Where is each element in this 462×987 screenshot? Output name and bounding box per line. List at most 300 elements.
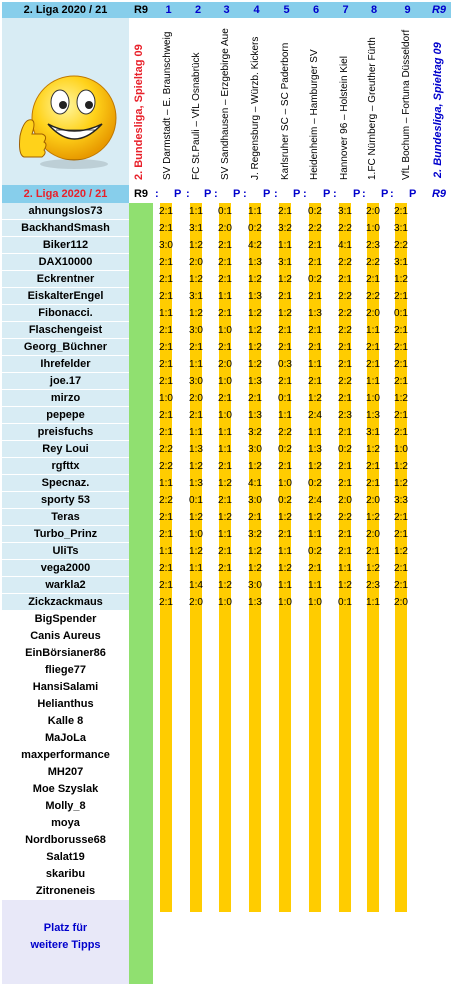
tip-value: 2:1 [366,342,380,353]
tip-value: 2:2 [366,291,380,302]
tip-value: 1:3 [248,291,262,302]
match-number-6: 6 [301,2,331,18]
tip-value: 1:0 [218,410,232,421]
tip-value: 1:0 [159,393,173,404]
tipster-name-no-tip: Zitroneneis [2,883,129,900]
tipster-name: Georg_Büchner [2,339,129,356]
match-number-2: 2 [184,2,212,18]
tip-value: 1:0 [308,597,322,608]
tipster-name: warkla2 [2,577,129,594]
tipster-name: BackhandSmash [2,220,129,237]
tip-value: 2:2 [338,308,352,319]
tip-value: 3:1 [394,223,408,234]
tip-value: 1:2 [189,274,203,285]
tip-value: 1:4 [189,580,203,591]
tip-value: 2:1 [366,274,380,285]
tip-value: 1:2 [189,512,203,523]
tip-value: 3:1 [189,291,203,302]
tipster-name: Fibonacci. [2,305,129,322]
tip-value: 2:2 [338,223,352,234]
tipster-list [2,203,129,900]
tip-value: 3:0 [248,495,262,506]
tip-value: 1:2 [394,274,408,285]
league-title: 2. Liga 2020 / 21 [2,2,129,18]
tip-value: 2:1 [159,291,173,302]
tip-value: 1:1 [308,427,322,438]
tip-value: 1:0 [366,393,380,404]
placeholder-line-1: Platz für [43,922,88,934]
match-number-1: 1 [153,2,184,18]
tipster-name-no-tip: maxperformance [2,747,129,764]
tip-value: 1:1 [366,597,380,608]
tip-value: 1:0 [278,478,292,489]
tip-value: 0:2 [278,444,292,455]
tip-value: 2:1 [159,376,173,387]
tip-value: 2:1 [394,512,408,523]
tip-value: 2:1 [159,580,173,591]
tip-value: 2:3 [338,410,352,421]
tipster-name-no-tip: BigSpender [2,611,129,628]
tip-value: 0:3 [278,359,292,370]
tip-value: 2:0 [218,359,232,370]
tip-value: 2:1 [338,359,352,370]
tip-value: 1:2 [394,546,408,557]
tip-value: 2:1 [366,478,380,489]
tip-value: 1:1 [189,359,203,370]
match-number-9: 9 [388,2,427,18]
tipster-name: vega2000 [2,560,129,577]
tip-value: 2:1 [159,274,173,285]
vertical-matchday-label-right: 2. Bundesliga, Spieltag 09 [432,42,444,178]
tip-value: 1:2 [248,274,262,285]
match-pairing-4: J. Regensburg – Würzb. Kickers [250,36,261,180]
tip-value: 2:1 [159,342,173,353]
tip-value: 2:1 [218,461,232,472]
tip-value: 1:2 [189,308,203,319]
tip-value: 2:1 [366,461,380,472]
match-number-3: 3 [212,2,241,18]
tip-value: 2:1 [308,342,322,353]
tip-value: 2:1 [278,291,292,302]
tip-value: 1:1 [189,563,203,574]
tip-value: 2:1 [338,461,352,472]
tip-value: 2:1 [338,342,352,353]
tip-value: 1:2 [308,461,322,472]
tip-value: 1:2 [308,393,322,404]
tip-value: 3:0 [159,240,173,251]
tip-value: 3:0 [248,444,262,455]
tip-value: 0:1 [278,393,292,404]
tip-value: 1:2 [218,478,232,489]
points-header-9: : P [388,185,427,203]
tip-value: 1:1 [278,240,292,251]
tipster-name: preisfuchs [2,424,129,441]
tip-value: 1:1 [218,529,232,540]
tip-value: 2:1 [218,257,232,268]
tip-value: 2:1 [308,325,322,336]
tip-value: 3:1 [338,206,352,217]
match-number-4: 4 [241,2,272,18]
tip-value: 1:1 [189,427,203,438]
round-label-top: R9 [129,2,153,18]
tip-value: 3:1 [278,257,292,268]
tipster-name-no-tip: Kalle 8 [2,713,129,730]
tip-value: 1:1 [338,563,352,574]
tip-value: 4:1 [338,240,352,251]
tip-value: 2:1 [366,546,380,557]
tip-value: 2:1 [159,359,173,370]
match-number-8: 8 [360,2,388,18]
tip-value: 1:3 [248,376,262,387]
tip-value: 1:2 [338,580,352,591]
tipster-name: ahnungslos73 [2,203,129,220]
tip-value: 1:2 [394,478,408,489]
tip-value: 1:1 [278,546,292,557]
tip-value: 1:1 [159,308,173,319]
tip-value: 2:0 [366,308,380,319]
tip-value: 2:1 [278,376,292,387]
points-header-8: : P [360,185,388,203]
tipster-name-no-tip: skaribu [2,866,129,883]
tip-value: 2:1 [394,376,408,387]
tip-value: 2:1 [218,274,232,285]
tip-value: 1:0 [189,529,203,540]
tip-value: 2:1 [159,597,173,608]
tip-value: 1:1 [159,478,173,489]
tip-value: 1:2 [278,308,292,319]
tippspiel-sheet [2,2,451,984]
tip-value: 3:2 [248,427,262,438]
tip-value: 1:0 [218,325,232,336]
tip-value: 1:0 [218,597,232,608]
tip-value: 2:1 [159,512,173,523]
tipster-name-no-tip: Canis Aureus [2,628,129,645]
tip-value: 2:1 [394,529,408,540]
tip-value: 1:3 [189,478,203,489]
tip-value: 2:1 [394,359,408,370]
tipster-name-no-tip: HansiSalami [2,679,129,696]
tip-value: 2:1 [394,325,408,336]
tip-value: 2:1 [248,393,262,404]
tip-value: 2:1 [394,410,408,421]
tipster-name: Turbo_Prinz [2,526,129,543]
tip-value: 3:0 [189,376,203,387]
tip-value: 2:2 [159,461,173,472]
tip-value: 2:1 [338,427,352,438]
tip-value: 2:1 [159,563,173,574]
tip-value: 1:2 [248,308,262,319]
tip-value: 1:1 [308,580,322,591]
tip-value: 2:0 [366,529,380,540]
tipster-name: Specnaz. [2,475,129,492]
vertical-matchday-label: 2. Bundesliga, Spieltag 09 [133,44,145,180]
tip-value: 1:2 [189,546,203,557]
tip-value: 2:0 [394,597,408,608]
tip-value: 1:0 [394,444,408,455]
match-pairing-3: SV Sandhausen – Erzgebirge Aue [220,28,231,180]
tip-value: 2:0 [218,223,232,234]
tip-value: 3:0 [248,580,262,591]
tip-value: 2:1 [394,427,408,438]
tip-value: 2:0 [366,495,380,506]
tip-value: 2:1 [218,563,232,574]
tip-value: 1:2 [248,461,262,472]
match-pairing-7: Hannover 96 – Holstein Kiel [339,56,350,180]
tip-value: 2:0 [338,495,352,506]
tipster-name: Rey Loui [2,441,129,458]
tip-value: 1:3 [308,444,322,455]
tip-value: 0:1 [218,206,232,217]
tip-value: 2:1 [338,546,352,557]
tip-value: 1:1 [159,546,173,557]
tip-value: 2:1 [248,512,262,523]
tipster-name-no-tip: MH207 [2,764,129,781]
tip-value: 0:2 [308,206,322,217]
tip-value: 1:2 [248,325,262,336]
tipster-name-no-tip: EinBörsianer86 [2,645,129,662]
tipster-name: Flaschengeist [2,322,129,339]
tip-value: 2:2 [366,257,380,268]
match-number-5: 5 [272,2,301,18]
tip-value: 1:3 [308,308,322,319]
tip-value: 1:1 [278,580,292,591]
tip-value: 1:2 [248,342,262,353]
tip-value: 2:1 [338,274,352,285]
tip-value: 2:1 [218,546,232,557]
match-pairing-2: FC St.Pauli – VfL Osnabrück [191,52,202,180]
tip-value: 2:1 [159,427,173,438]
tipster-name: Zickzackmaus [2,594,129,611]
tip-value: 1:3 [189,444,203,455]
tip-value: 1:1 [308,359,322,370]
tip-value: 0:2 [308,546,322,557]
tipster-name-no-tip: MaJoLa [2,730,129,747]
tip-value: 1:2 [218,512,232,523]
tip-value: 2:2 [159,495,173,506]
match-pairing-8: 1.FC Nürnberg – Greuther Fürth [367,37,378,180]
tip-value: 2:1 [278,461,292,472]
tip-value: 2:1 [308,376,322,387]
tip-value: 1:2 [218,580,232,591]
points-header-6: : P [301,185,331,203]
tip-value: 1:2 [308,512,322,523]
tipster-name: joe.17 [2,373,129,390]
tip-value: 2:1 [218,393,232,404]
tip-value: 2:1 [394,206,408,217]
tip-value: 1:1 [308,529,322,540]
round-label-row2: R9 [129,185,153,203]
tip-value: 1:2 [366,444,380,455]
points-header-4: : P [241,185,272,203]
tip-value: 2:2 [338,376,352,387]
placeholder-line-2: weitere Tipps [30,939,101,951]
points-header-5: : P [272,185,301,203]
tip-value: 1:1 [278,410,292,421]
tip-value: 2:0 [189,393,203,404]
tip-value: 1:1 [189,206,203,217]
tip-value: 2:1 [308,291,322,302]
tipster-name: pepepe [2,407,129,424]
tip-value: 1:2 [366,512,380,523]
tipster-name: sporty 53 [2,492,129,509]
match-number-7: 7 [331,2,360,18]
tipster-name: Ihrefelder [2,356,129,373]
tip-value: 2:1 [308,240,322,251]
points-header-7: : P [331,185,360,203]
tipster-name: UliTs [2,543,129,560]
tip-value: 1:2 [248,563,262,574]
tip-value: 2:2 [278,427,292,438]
tipster-name: EiskalterEngel [2,288,129,305]
tip-value: 1:2 [248,546,262,557]
tip-value: 2:1 [338,478,352,489]
round-label-row2-right: R9 [427,185,451,203]
tipster-name: mirzo [2,390,129,407]
tip-value: 1:0 [278,597,292,608]
tip-value: 2:0 [366,206,380,217]
match-pairing-5: Karlsruher SC – SC Paderborn [280,42,291,180]
tip-value: 1:3 [248,597,262,608]
tip-value: 3:0 [189,325,203,336]
tip-value: 2:1 [394,580,408,591]
tip-value: 2:1 [159,325,173,336]
tip-value: 1:2 [189,461,203,472]
tipster-name: DAX10000 [2,254,129,271]
tip-value: 2:1 [278,342,292,353]
tipster-name-no-tip: Nordborusse68 [2,832,129,849]
tip-value: 2:1 [338,393,352,404]
tip-value: 1:2 [278,512,292,523]
tip-value: 2:1 [394,342,408,353]
tipster-name-no-tip: Moe Szyslak [2,781,129,798]
tip-value: 2:0 [189,597,203,608]
tipster-name-no-tip: moya [2,815,129,832]
tip-value: 1:1 [218,444,232,455]
tip-value: 0:1 [189,495,203,506]
tip-value: 3:3 [394,495,408,506]
tip-value: 2:2 [308,223,322,234]
tip-value: 3:1 [189,223,203,234]
tipster-name: Teras [2,509,129,526]
tip-value: 2:2 [338,291,352,302]
tipster-name-no-tip: Helianthus [2,696,129,713]
tip-value: 0:2 [248,223,262,234]
round-label-right: R9 [427,2,451,18]
tip-value: 3:2 [248,529,262,540]
tip-value: 2:1 [159,529,173,540]
tip-value: 4:1 [248,478,262,489]
match-pairing-9: VfL Bochum – Fortuna Düsseldorf [401,29,412,180]
tip-value: 0:2 [278,495,292,506]
tip-value: 2:3 [366,580,380,591]
thumbs-up-smiley-icon [12,58,122,178]
tip-value: 2:2 [394,240,408,251]
tip-value: 2:2 [338,325,352,336]
match-pairing-6: Heidenheim – Hamburger SV [309,49,320,180]
tipster-name: rgfttx [2,458,129,475]
points-header-3: : P [212,185,241,203]
tip-value: 2:1 [278,206,292,217]
tip-value: 1:2 [278,274,292,285]
tip-value: 2:3 [366,240,380,251]
tip-value: 1:2 [394,461,408,472]
tip-value: 1:0 [366,223,380,234]
tip-value: 2:2 [338,257,352,268]
tip-value: 2:4 [308,410,322,421]
tip-value: 0:2 [308,478,322,489]
tipster-name-no-tip: Molly_8 [2,798,129,815]
tip-value: 0:2 [308,274,322,285]
tip-value: 0:1 [394,308,408,319]
tip-value: 2:1 [394,291,408,302]
tip-value: 1:1 [218,291,232,302]
tip-value: 1:2 [366,563,380,574]
tip-value: 2:1 [159,410,173,421]
tipster-name: Biker112 [2,237,129,254]
league-title-row2: 2. Liga 2020 / 21 [2,185,129,203]
match-pairing-1: SV Darmstadt – E. Braunschweig [162,31,173,180]
tip-value: 1:3 [248,410,262,421]
tip-value: 1:1 [366,325,380,336]
tipster-name-no-tip: fliege77 [2,662,129,679]
tip-value: 2:0 [189,257,203,268]
tipster-name: Eckrentner [2,271,129,288]
header-image-area [2,18,129,185]
more-tips-placeholder [2,900,129,984]
tipster-name-no-tip: Salat19 [2,849,129,866]
tip-value: 2:1 [278,325,292,336]
tip-value: 2:1 [189,342,203,353]
tip-value: 2:2 [159,444,173,455]
points-header-2: : P [184,185,212,203]
points-header-1: : P [153,185,184,203]
tip-value: 1:3 [248,257,262,268]
tip-value: 2:1 [218,495,232,506]
tip-value: 2:2 [338,512,352,523]
tip-value: 2:1 [159,223,173,234]
tip-value: 2:1 [218,240,232,251]
tip-value: 1:1 [218,427,232,438]
tip-value: 1:2 [248,359,262,370]
tip-value: 2:1 [308,563,322,574]
tip-value: 1:1 [366,376,380,387]
tip-value: 2:1 [278,529,292,540]
tip-value: 0:2 [338,444,352,455]
tip-value: 2:1 [308,257,322,268]
tip-value: 1:3 [366,410,380,421]
tip-value: 2:1 [159,257,173,268]
tip-value: 1:2 [394,393,408,404]
tip-value: 3:2 [278,223,292,234]
tip-value: 3:1 [366,427,380,438]
tip-value: 2:4 [308,495,322,506]
tip-value: 3:1 [394,257,408,268]
tip-value: 0:1 [338,597,352,608]
tip-value: 1:0 [218,376,232,387]
tip-value: 1:2 [189,240,203,251]
tip-value: 4:2 [248,240,262,251]
tip-value: 2:1 [366,359,380,370]
tip-value: 1:2 [278,563,292,574]
tip-value: 2:1 [394,563,408,574]
tip-value: 2:1 [189,410,203,421]
points-column [129,203,153,984]
tip-value: 2:1 [159,206,173,217]
tip-value: 2:1 [218,308,232,319]
tip-value: 2:1 [338,529,352,540]
tip-value: 2:1 [218,342,232,353]
tip-value: 1:1 [248,206,262,217]
